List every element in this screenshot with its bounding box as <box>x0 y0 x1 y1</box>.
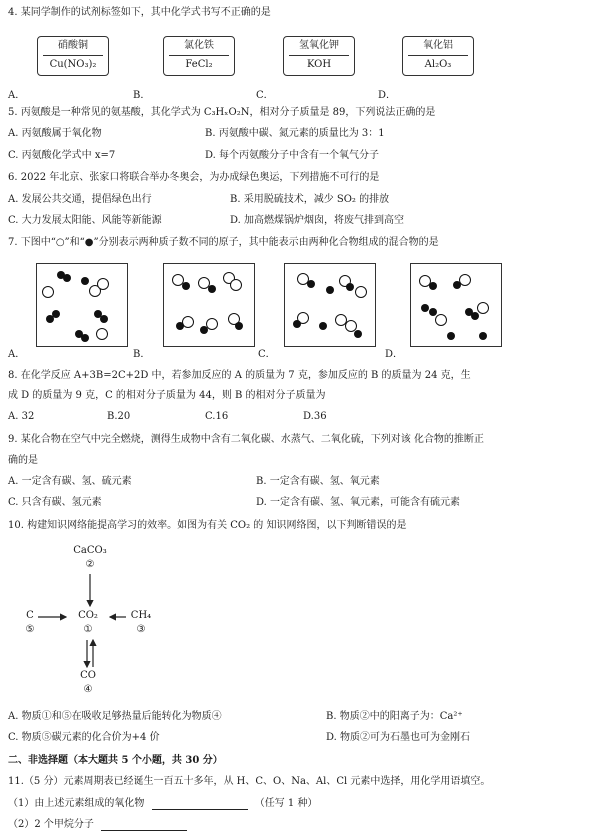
q10-option-a[interactable]: A. 物质①和⑤在吸收足够热量后能转化为物质④ <box>8 711 222 722</box>
molecule-box-c[interactable] <box>284 263 376 347</box>
q8-option-b[interactable]: B.20 <box>107 411 131 422</box>
node-number-4: ④ <box>83 684 93 695</box>
molecule-diagram-d <box>411 264 501 346</box>
q4-stem: 4. 某同学制作的试剂标签如下，其中化学式书写不正确的是 <box>8 7 271 18</box>
q5-option-c[interactable]: C. 丙氨酸化学式中 x=7 <box>8 150 116 161</box>
molecule-diagram-c <box>285 264 375 346</box>
node-number-2: ② <box>85 559 95 570</box>
label-name: 氢氧化钾 <box>289 37 349 56</box>
label-iron-chloride[interactable] <box>163 36 235 76</box>
co2-network-diagram <box>18 540 178 700</box>
label-formula: Al₂O₃ <box>424 59 452 70</box>
q10-option-d[interactable]: D. 物质②可为石墨也可为金刚石 <box>326 732 471 743</box>
q7-option-a-mark: A． <box>8 349 26 360</box>
option-d-mark: D． <box>378 90 397 101</box>
q5-option-d[interactable]: D. 每个丙氨酸分子中含有一个氧气分子 <box>205 150 380 161</box>
node-number-5: ⑤ <box>25 624 35 635</box>
q6-option-b[interactable]: B. 采用脱硫技术，减少 SO₂ 的排放 <box>230 194 390 205</box>
label-name: 氧化铝 <box>408 37 468 56</box>
answer-blank-2[interactable] <box>101 819 187 831</box>
q6-option-d[interactable]: D. 加高燃煤锅炉烟囱，将废气排到高空 <box>230 215 405 226</box>
q11-part1 <box>8 797 317 810</box>
q6-option-a[interactable]: A. 发展公共交通，提倡绿色出行 <box>8 194 152 205</box>
q9-option-b[interactable]: B. 一定含有碳、氢、氧元素 <box>256 476 380 487</box>
q6-option-c[interactable]: C. 大力发展太阳能、风能等新能源 <box>8 215 162 226</box>
molecule-box-b[interactable] <box>163 263 255 347</box>
q11-part2 <box>8 818 187 831</box>
label-potassium-hydroxide[interactable] <box>283 36 355 76</box>
q11-part1-note: （任写 1 种） <box>254 798 318 809</box>
node-number-1: ① <box>83 624 93 635</box>
molecule-box-a[interactable] <box>36 263 128 347</box>
q9-line1: 9. 某化合物在空气中完全燃烧，测得生成物中含有二氧化碳、水蒸气、二氧化硫，下列对该 化合物的推断正 <box>8 434 484 445</box>
option-b-mark: B． <box>133 90 151 101</box>
label-copper-nitrate[interactable] <box>37 36 109 76</box>
label-formula: FeCl₂ <box>185 59 213 70</box>
node-co2: CO₂ <box>78 610 98 621</box>
label-aluminum-oxide[interactable] <box>402 36 474 76</box>
q6-stem: 6. 2022 年北京、张家口将联合举办冬奥会，为办成绿色奥运，下列措施不可行的是 <box>8 172 380 183</box>
answer-blank-1[interactable] <box>152 798 248 810</box>
label-formula: KOH <box>306 59 332 70</box>
label-name: 氯化铁 <box>169 37 229 56</box>
node-ch4: CH₄ <box>130 610 152 621</box>
option-c-mark: C． <box>256 90 274 101</box>
section-heading: 二、非选择题（本大题共 5 个小题，共 30 分） <box>8 755 223 766</box>
node-caco3: CaCO₃ <box>73 545 107 556</box>
molecule-diagram-b <box>164 264 254 346</box>
q8-option-a[interactable]: A. 32 <box>8 411 35 422</box>
node-number-3: ③ <box>136 624 146 635</box>
q11-part1-prompt: （1）由上述元素组成的氧化物 <box>8 798 145 809</box>
option-a-mark: A． <box>8 90 26 101</box>
q5-option-a[interactable]: A. 丙氨酸属于氧化物 <box>8 128 102 139</box>
q11-part2-prompt: （2）2 个甲烷分子 <box>8 819 94 830</box>
molecule-box-d[interactable] <box>410 263 502 347</box>
label-formula: Cu(NO₃)₂ <box>49 59 97 70</box>
diagram-arrows <box>18 540 178 700</box>
q8-line2: 成 D 的质量为 9 克，C 的相对分子质量为 44，则 B 的相对分子质量为 <box>8 390 326 401</box>
q7-option-c-mark: C． <box>258 349 276 360</box>
node-c: C <box>26 610 34 621</box>
q9-option-c[interactable]: C. 只含有碳、氢元素 <box>8 497 102 508</box>
q9-option-d[interactable]: D. 一定含有碳、氢、氧元素，可能含有硫元素 <box>256 497 461 508</box>
q7-stem: 7. 下图中“○”和“●”分别表示两种质子数不同的原子，其中能表示由两种化合物组成的混合物的是 <box>8 237 439 248</box>
q9-option-a[interactable]: A. 一定含有碳、氢、硫元素 <box>8 476 132 487</box>
q8-line1: 8. 在化学反应 A+3B=2C+2D 中，若参加反应的 A 的质量为 7 克，参加反应的 B 的质量为 24 克，生 <box>8 370 471 381</box>
q8-option-c[interactable]: C.16 <box>205 411 229 422</box>
q5-stem: 5. 丙氨酸是一种常见的氨基酸，其化学式为 C₃HₓO₂N，相对分子质量是 89，下列说法正确的是 <box>8 107 436 118</box>
q11-stem: 11.（5 分）元素周期表已经诞生一百五十多年，从 H、C、O、Na、Al、Cl 元素中选择，用化学用语填空。 <box>8 776 491 787</box>
q10-stem: 10. 构建知识网络能提高学习的效率。如图为有关 CO₂ 的 知识网络图，以下判断错误的是 <box>8 520 407 531</box>
node-co: CO <box>80 670 96 681</box>
q9-line2: 确的是 <box>8 455 38 466</box>
q7-option-d-mark: D． <box>385 349 404 360</box>
molecule-diagram-a <box>37 264 127 346</box>
label-name: 硝酸铜 <box>43 37 103 56</box>
q7-option-b-mark: B． <box>133 349 151 360</box>
q8-option-d[interactable]: D.36 <box>303 411 327 422</box>
q10-option-c[interactable]: C. 物质⑤碳元素的化合价为+4 价 <box>8 732 160 743</box>
q5-option-b[interactable]: B. 丙氨酸中碳、氮元素的质量比为 3：1 <box>205 128 385 139</box>
q10-option-b[interactable]: B. 物质②中的阳离子为：Ca²⁺ <box>326 711 463 722</box>
